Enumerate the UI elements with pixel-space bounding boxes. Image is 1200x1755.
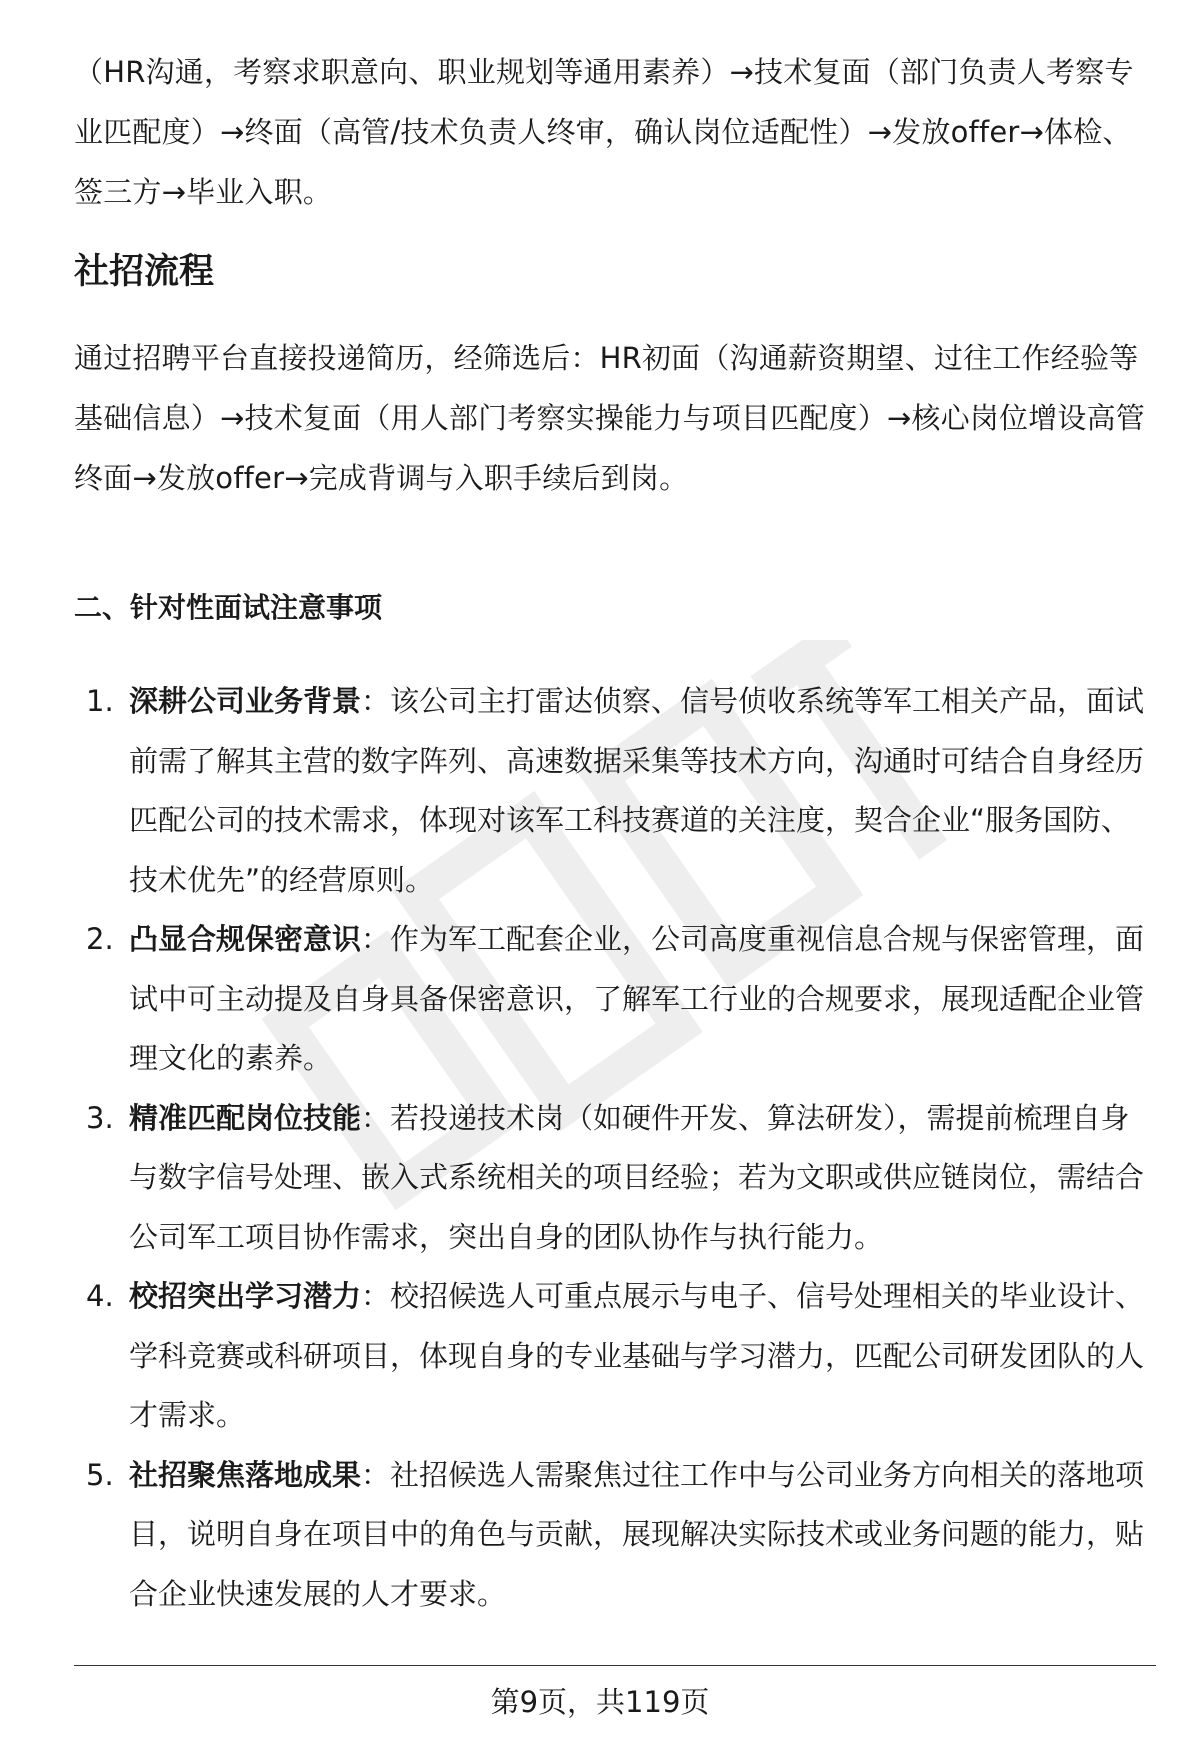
tip-item-4 [74,1267,1156,1446]
tip-body: ：该公司主打雷达侦察、信号侦收系统等军工相关产品，面试前需了解其主营的数字阵列、高速数据采集等技术方向，沟通时可结合自身经历匹配公司的技术需求，体现对该军工科技赛道的关注度，契合企业“服务国防、技术优先”的经营原则。 [129,684,1145,897]
tip-number: 3. [86,1100,114,1135]
footer-divider [74,1665,1156,1666]
tip-title: 社招聚焦落地成果 [129,1457,362,1492]
tip-number: 5. [86,1457,114,1492]
tip-number: 1. [86,684,114,718]
social-recruit-paragraph: 通过招聘平台直接投递简历，经筛选后：HR初面（沟通薪资期望、过往工作经验等基础信息）→技术复面（用人部门考察实操能力与项目匹配度）→核心岗位增设高管终面→发放offer→完成背调与入职手续后到岗。 [74,341,1145,495]
tip-item-3 [74,1089,1156,1268]
tips-heading: 二、针对性面试注意事项 [74,591,383,624]
tips-list [74,672,1156,1624]
tip-title: 校招突出学习潜力 [129,1279,362,1313]
tip-body: ：作为军工配套企业，公司高度重视信息合规与保密管理，面试中可主动提及自身具备保密意识，了解军工行业的合规要求，展现适配企业管理文化的素养。 [129,922,1145,1075]
tip-item-2 [74,910,1156,1089]
tip-title: 深耕公司业务背景 [129,684,362,718]
tip-title: 凸显合规保密意识 [129,922,362,956]
tip-body: ：社招候选人需聚焦过往工作中与公司业务方向相关的落地项目，说明自身在项目中的角色与贡献，展现解决实际技术或业务问题的能力，贴合企业快速发展的人才要求。 [129,1457,1145,1611]
tip-item-1 [74,672,1156,910]
tip-title: 精准匹配岗位技能 [129,1100,362,1135]
tip-number: 4. [86,1279,114,1313]
tip-item-5 [74,1446,1156,1625]
intro-paragraph: （HR沟通，考察求职意向、职业规划等通用素养）→技术复面（部门负责人考察专业匹配度）→终面（高管/技术负责人终审，确认岗位适配性）→发放offer→体检、签三方→毕业入职。 [74,55,1134,209]
page-number: 第9页，共119页 [490,1685,710,1719]
tip-body: ：校招候选人可重点展示与电子、信号处理相关的毕业设计、学科竞赛或科研项目，体现自身的专业基础与学习潜力，匹配公司研发团队的人才需求。 [129,1279,1145,1432]
tip-body: ：若投递技术岗（如硬件开发、算法研发），需提前梳理自身与数字信号处理、嵌入式系统相关的项目经验；若为文职或供应链岗位，需结合公司军工项目协作需求，突出自身的团队协作与执行能力。 [129,1100,1145,1254]
tip-number: 2. [86,922,114,956]
social-recruit-heading: 社招流程 [74,252,215,292]
